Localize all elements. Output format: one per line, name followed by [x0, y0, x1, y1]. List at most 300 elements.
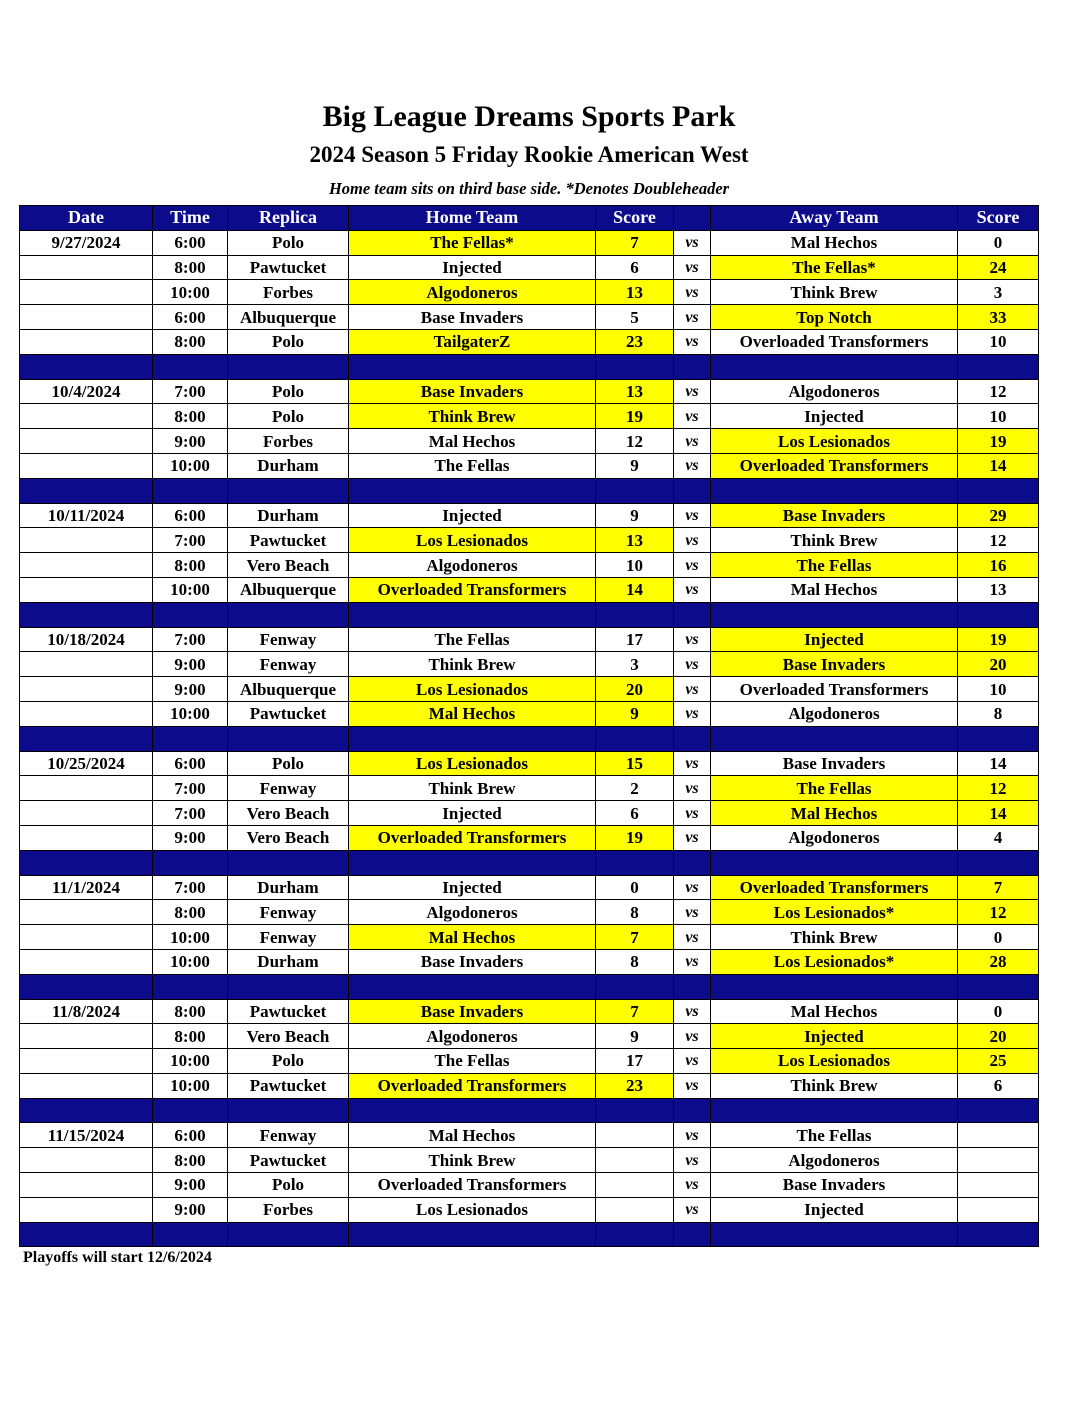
vs-label: vs — [674, 1173, 711, 1198]
vs-label: vs — [674, 627, 711, 652]
separator-cell — [596, 602, 674, 627]
home-score: 12 — [596, 429, 674, 454]
vs-label: vs — [674, 255, 711, 280]
game-row — [20, 900, 1039, 925]
week-separator-row — [20, 974, 1039, 999]
away-team: Think Brew — [711, 1073, 958, 1098]
vs-label: vs — [674, 329, 711, 354]
away-team: Overloaded Transformers — [711, 875, 958, 900]
separator-cell — [228, 1222, 349, 1247]
game-replica: Durham — [228, 453, 349, 478]
separator-cell — [596, 1098, 674, 1123]
vs-label: vs — [674, 652, 711, 677]
game-date: 10/18/2024 — [20, 627, 153, 652]
week-separator-row — [20, 602, 1039, 627]
home-team: The Fellas — [349, 1049, 596, 1074]
home-team: Mal Hechos — [349, 429, 596, 454]
game-time: 7:00 — [153, 379, 228, 404]
game-replica: Pawtucket — [228, 1073, 349, 1098]
game-time: 7:00 — [153, 627, 228, 652]
away-team: Algodoneros — [711, 1148, 958, 1173]
separator-cell — [153, 602, 228, 627]
col-header-replica: Replica — [228, 206, 349, 231]
home-team: Injected — [349, 503, 596, 528]
separator-cell — [153, 850, 228, 875]
vs-label: vs — [674, 528, 711, 553]
game-time: 8:00 — [153, 1024, 228, 1049]
separator-cell — [349, 354, 596, 379]
game-date — [20, 1073, 153, 1098]
game-replica: Polo — [228, 751, 349, 776]
game-row — [20, 949, 1039, 974]
home-score: 7 — [596, 925, 674, 950]
game-date — [20, 429, 153, 454]
separator-cell — [958, 1098, 1039, 1123]
away-score: 20 — [958, 1024, 1039, 1049]
game-replica: Fenway — [228, 627, 349, 652]
away-team: Injected — [711, 1197, 958, 1222]
game-time: 9:00 — [153, 825, 228, 850]
game-date — [20, 925, 153, 950]
away-score: 12 — [958, 528, 1039, 553]
home-score: 19 — [596, 825, 674, 850]
away-team: Think Brew — [711, 280, 958, 305]
vs-label: vs — [674, 701, 711, 726]
away-team: Algodoneros — [711, 825, 958, 850]
game-row — [20, 776, 1039, 801]
game-date: 11/1/2024 — [20, 875, 153, 900]
separator-cell — [711, 850, 958, 875]
home-score: 8 — [596, 900, 674, 925]
game-row — [20, 1049, 1039, 1074]
separator-cell — [958, 850, 1039, 875]
away-team: Los Lesionados* — [711, 949, 958, 974]
game-time: 10:00 — [153, 453, 228, 478]
separator-cell — [674, 354, 711, 379]
game-row — [20, 1197, 1039, 1222]
game-time: 9:00 — [153, 1197, 228, 1222]
game-row — [20, 701, 1039, 726]
game-replica: Polo — [228, 1173, 349, 1198]
home-team: Injected — [349, 255, 596, 280]
home-team: Mal Hechos — [349, 701, 596, 726]
separator-cell — [228, 602, 349, 627]
separator-cell — [674, 1222, 711, 1247]
game-date — [20, 949, 153, 974]
game-row — [20, 280, 1039, 305]
away-score: 25 — [958, 1049, 1039, 1074]
game-row — [20, 255, 1039, 280]
game-time: 6:00 — [153, 230, 228, 255]
away-team: Overloaded Transformers — [711, 329, 958, 354]
home-team: Think Brew — [349, 776, 596, 801]
home-team: Injected — [349, 875, 596, 900]
home-team: Overloaded Transformers — [349, 577, 596, 602]
game-row — [20, 925, 1039, 950]
home-score: 19 — [596, 404, 674, 429]
separator-cell — [20, 850, 153, 875]
vs-label: vs — [674, 949, 711, 974]
schedule-table — [19, 205, 1039, 1247]
separator-cell — [711, 974, 958, 999]
home-team: The Fellas — [349, 453, 596, 478]
home-team: Mal Hechos — [349, 925, 596, 950]
away-score: 12 — [958, 776, 1039, 801]
away-team: Think Brew — [711, 925, 958, 950]
away-score — [958, 1197, 1039, 1222]
game-date — [20, 280, 153, 305]
away-score: 14 — [958, 801, 1039, 826]
home-team: Los Lesionados — [349, 751, 596, 776]
week-separator-row — [20, 850, 1039, 875]
home-score: 15 — [596, 751, 674, 776]
separator-cell — [674, 602, 711, 627]
game-replica: Vero Beach — [228, 1024, 349, 1049]
home-team: Think Brew — [349, 404, 596, 429]
home-score: 13 — [596, 379, 674, 404]
separator-cell — [228, 354, 349, 379]
separator-cell — [153, 1098, 228, 1123]
week-separator-row — [20, 354, 1039, 379]
separator-cell — [228, 974, 349, 999]
home-team: Overloaded Transformers — [349, 1073, 596, 1098]
separator-cell — [711, 354, 958, 379]
separator-cell — [20, 726, 153, 751]
game-date — [20, 1197, 153, 1222]
game-replica: Pawtucket — [228, 1148, 349, 1173]
vs-label: vs — [674, 1073, 711, 1098]
home-score — [596, 1148, 674, 1173]
separator-cell — [153, 478, 228, 503]
header-row — [20, 206, 1039, 231]
week-separator-row — [20, 726, 1039, 751]
separator-cell — [596, 974, 674, 999]
vs-label: vs — [674, 503, 711, 528]
game-row — [20, 1073, 1039, 1098]
away-score: 33 — [958, 305, 1039, 330]
away-team: The Fellas — [711, 553, 958, 578]
game-time: 9:00 — [153, 652, 228, 677]
separator-cell — [674, 974, 711, 999]
separator-cell — [674, 726, 711, 751]
game-date — [20, 776, 153, 801]
game-row — [20, 379, 1039, 404]
game-row — [20, 825, 1039, 850]
separator-cell — [596, 850, 674, 875]
game-time: 10:00 — [153, 1049, 228, 1074]
home-team: Los Lesionados — [349, 528, 596, 553]
game-time: 6:00 — [153, 1123, 228, 1148]
separator-cell — [958, 726, 1039, 751]
home-score: 13 — [596, 528, 674, 553]
vs-label: vs — [674, 801, 711, 826]
home-team: Los Lesionados — [349, 677, 596, 702]
col-header-date: Date — [20, 206, 153, 231]
game-replica: Vero Beach — [228, 825, 349, 850]
vs-label: vs — [674, 776, 711, 801]
separator-cell — [153, 354, 228, 379]
away-team: Injected — [711, 1024, 958, 1049]
game-date — [20, 404, 153, 429]
away-team: Injected — [711, 404, 958, 429]
game-replica: Pawtucket — [228, 701, 349, 726]
away-score: 20 — [958, 652, 1039, 677]
separator-cell — [228, 478, 349, 503]
game-date — [20, 1173, 153, 1198]
game-date — [20, 528, 153, 553]
home-score: 9 — [596, 1024, 674, 1049]
game-row — [20, 503, 1039, 528]
separator-cell — [349, 602, 596, 627]
game-row — [20, 553, 1039, 578]
separator-cell — [674, 850, 711, 875]
game-time: 10:00 — [153, 1073, 228, 1098]
col-header-vs — [674, 206, 711, 231]
separator-cell — [349, 974, 596, 999]
game-date — [20, 825, 153, 850]
vs-label: vs — [674, 825, 711, 850]
game-time: 10:00 — [153, 577, 228, 602]
home-team: TailgaterZ — [349, 329, 596, 354]
away-score — [958, 1148, 1039, 1173]
away-score: 28 — [958, 949, 1039, 974]
home-score: 20 — [596, 677, 674, 702]
vs-label: vs — [674, 429, 711, 454]
home-team: Base Invaders — [349, 305, 596, 330]
vs-label: vs — [674, 925, 711, 950]
game-date — [20, 577, 153, 602]
game-date — [20, 801, 153, 826]
game-date — [20, 553, 153, 578]
home-score: 5 — [596, 305, 674, 330]
separator-cell — [20, 602, 153, 627]
vs-label: vs — [674, 280, 711, 305]
vs-label: vs — [674, 1049, 711, 1074]
game-date — [20, 900, 153, 925]
separator-cell — [349, 850, 596, 875]
separator-cell — [958, 354, 1039, 379]
game-replica: Fenway — [228, 652, 349, 677]
game-row — [20, 1024, 1039, 1049]
away-score: 0 — [958, 925, 1039, 950]
home-team: Algodoneros — [349, 553, 596, 578]
game-date: 11/8/2024 — [20, 999, 153, 1024]
separator-cell — [958, 602, 1039, 627]
away-score: 6 — [958, 1073, 1039, 1098]
home-score: 10 — [596, 553, 674, 578]
game-replica: Polo — [228, 1049, 349, 1074]
separator-cell — [228, 726, 349, 751]
separator-cell — [711, 1098, 958, 1123]
home-team: Injected — [349, 801, 596, 826]
game-row — [20, 652, 1039, 677]
home-team: Algodoneros — [349, 1024, 596, 1049]
col-header-time: Time — [153, 206, 228, 231]
game-replica: Vero Beach — [228, 553, 349, 578]
game-replica: Albuquerque — [228, 577, 349, 602]
separator-cell — [20, 1222, 153, 1247]
game-time: 7:00 — [153, 875, 228, 900]
home-team: Overloaded Transformers — [349, 825, 596, 850]
vs-label: vs — [674, 999, 711, 1024]
game-time: 10:00 — [153, 280, 228, 305]
game-replica: Durham — [228, 949, 349, 974]
vs-label: vs — [674, 230, 711, 255]
away-score — [958, 1173, 1039, 1198]
vs-label: vs — [674, 875, 711, 900]
game-time: 8:00 — [153, 1148, 228, 1173]
away-score: 10 — [958, 404, 1039, 429]
away-score: 3 — [958, 280, 1039, 305]
away-score: 0 — [958, 999, 1039, 1024]
game-row — [20, 875, 1039, 900]
game-replica: Polo — [228, 379, 349, 404]
game-replica: Polo — [228, 329, 349, 354]
game-replica: Pawtucket — [228, 528, 349, 553]
away-team: Base Invaders — [711, 652, 958, 677]
home-team: Algodoneros — [349, 900, 596, 925]
away-team: Overloaded Transformers — [711, 677, 958, 702]
away-team: Los Lesionados — [711, 1049, 958, 1074]
schedule-body — [20, 230, 1039, 1247]
game-replica: Albuquerque — [228, 305, 349, 330]
game-row — [20, 627, 1039, 652]
game-row — [20, 999, 1039, 1024]
game-time: 8:00 — [153, 404, 228, 429]
home-score: 23 — [596, 1073, 674, 1098]
home-team: Think Brew — [349, 1148, 596, 1173]
away-score: 12 — [958, 379, 1039, 404]
vs-label: vs — [674, 1197, 711, 1222]
game-date — [20, 701, 153, 726]
vs-label: vs — [674, 1148, 711, 1173]
away-team: The Fellas — [711, 776, 958, 801]
game-time: 6:00 — [153, 503, 228, 528]
vs-label: vs — [674, 379, 711, 404]
game-time: 7:00 — [153, 801, 228, 826]
separator-cell — [20, 478, 153, 503]
home-score: 23 — [596, 329, 674, 354]
home-team: Think Brew — [349, 652, 596, 677]
separator-cell — [20, 354, 153, 379]
home-score: 6 — [596, 801, 674, 826]
away-team: Los Lesionados* — [711, 900, 958, 925]
game-row — [20, 677, 1039, 702]
home-team: Base Invaders — [349, 379, 596, 404]
home-score: 2 — [596, 776, 674, 801]
home-team: Mal Hechos — [349, 1123, 596, 1148]
game-row — [20, 230, 1039, 255]
separator-cell — [153, 1222, 228, 1247]
col-header-home-score: Score — [596, 206, 674, 231]
home-score — [596, 1123, 674, 1148]
separator-cell — [674, 478, 711, 503]
away-score: 12 — [958, 900, 1039, 925]
home-team: Algodoneros — [349, 280, 596, 305]
home-score: 7 — [596, 999, 674, 1024]
game-time: 10:00 — [153, 701, 228, 726]
away-team: Algodoneros — [711, 379, 958, 404]
away-score: 7 — [958, 875, 1039, 900]
week-separator-row — [20, 1222, 1039, 1247]
separator-cell — [958, 1222, 1039, 1247]
game-time: 6:00 — [153, 751, 228, 776]
away-team: Los Lesionados — [711, 429, 958, 454]
game-time: 8:00 — [153, 553, 228, 578]
game-row — [20, 305, 1039, 330]
home-score: 7 — [596, 230, 674, 255]
game-replica: Durham — [228, 875, 349, 900]
game-row — [20, 1173, 1039, 1198]
away-team: The Fellas — [711, 1123, 958, 1148]
game-time: 9:00 — [153, 677, 228, 702]
vs-label: vs — [674, 751, 711, 776]
away-team: The Fellas* — [711, 255, 958, 280]
vs-label: vs — [674, 900, 711, 925]
home-score: 0 — [596, 875, 674, 900]
home-score — [596, 1197, 674, 1222]
game-replica: Polo — [228, 404, 349, 429]
separator-cell — [596, 726, 674, 751]
away-team: Base Invaders — [711, 1173, 958, 1198]
away-score — [958, 1123, 1039, 1148]
game-time: 6:00 — [153, 305, 228, 330]
away-score: 4 — [958, 825, 1039, 850]
home-score: 17 — [596, 627, 674, 652]
game-date — [20, 1148, 153, 1173]
game-time: 8:00 — [153, 255, 228, 280]
schedule-note: Home team sits on third base side. *Denotes Doubleheader — [328, 179, 730, 198]
away-team: Algodoneros — [711, 701, 958, 726]
away-team: Mal Hechos — [711, 999, 958, 1024]
separator-cell — [958, 974, 1039, 999]
game-date: 10/11/2024 — [20, 503, 153, 528]
game-row — [20, 329, 1039, 354]
game-date: 10/4/2024 — [20, 379, 153, 404]
home-team: The Fellas* — [349, 230, 596, 255]
game-row — [20, 1123, 1039, 1148]
game-replica: Fenway — [228, 1123, 349, 1148]
game-date — [20, 652, 153, 677]
away-team: Base Invaders — [711, 751, 958, 776]
week-separator-row — [20, 478, 1039, 503]
away-team: Think Brew — [711, 528, 958, 553]
game-date — [20, 329, 153, 354]
page-title: Big League Dreams Sports Park — [322, 100, 736, 133]
col-header-home-team: Home Team — [349, 206, 596, 231]
game-row — [20, 577, 1039, 602]
game-replica: Durham — [228, 503, 349, 528]
game-time: 8:00 — [153, 329, 228, 354]
home-score: 13 — [596, 280, 674, 305]
home-score: 17 — [596, 1049, 674, 1074]
away-score: 14 — [958, 751, 1039, 776]
game-row — [20, 801, 1039, 826]
vs-label: vs — [674, 553, 711, 578]
away-team: Overloaded Transformers — [711, 453, 958, 478]
away-team: Mal Hechos — [711, 230, 958, 255]
vs-label: vs — [674, 453, 711, 478]
game-date — [20, 255, 153, 280]
game-time: 7:00 — [153, 776, 228, 801]
home-team: Los Lesionados — [349, 1197, 596, 1222]
week-separator-row — [20, 1098, 1039, 1123]
home-score: 14 — [596, 577, 674, 602]
game-replica: Vero Beach — [228, 801, 349, 826]
away-score: 24 — [958, 255, 1039, 280]
away-team: Base Invaders — [711, 503, 958, 528]
game-replica: Forbes — [228, 280, 349, 305]
